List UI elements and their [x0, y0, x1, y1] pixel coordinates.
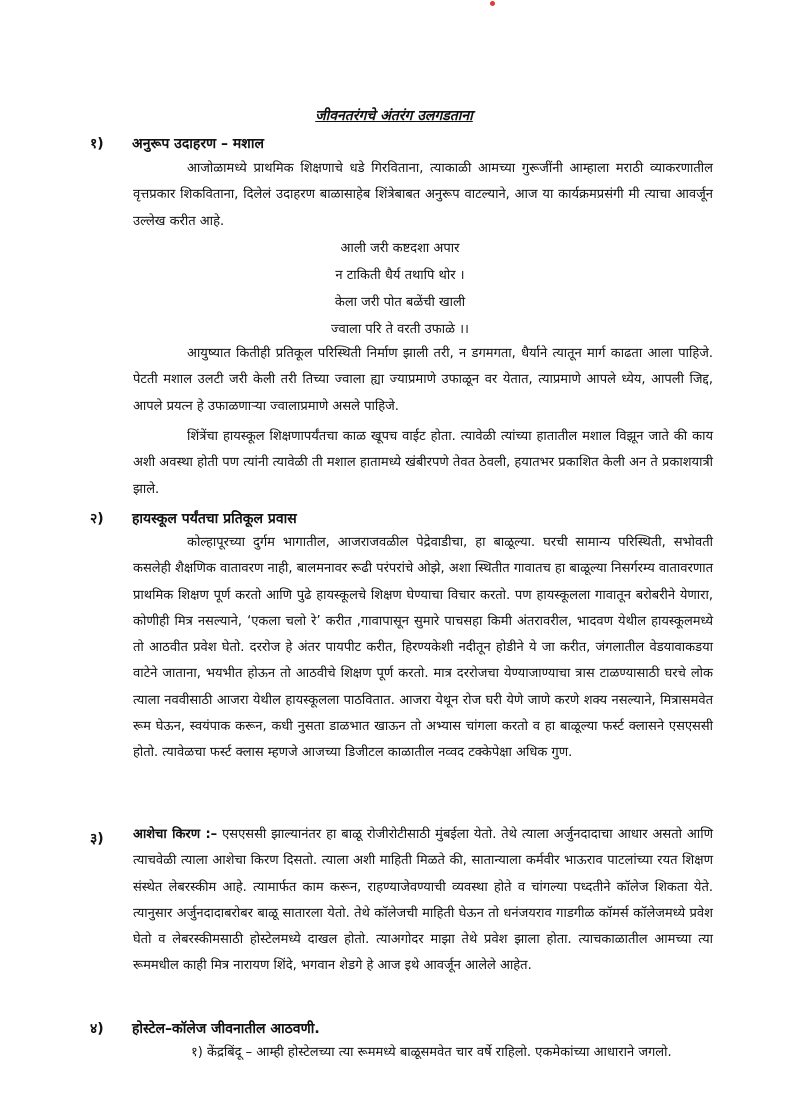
section-3-inline-heading: आशेचा किरण :–: [133, 827, 218, 842]
section-1-heading: [90, 134, 264, 153]
poem-line: आली जरी कष्टदशा अपार: [340, 241, 460, 256]
section-3-paragraph: [133, 822, 713, 980]
section-4-heading: [90, 1019, 320, 1038]
section-2-heading: [90, 509, 297, 528]
section-1-paragraph-2: आयुष्यात कितीही प्रतिकूल परिस्थिती निर्माण झाली तरी, न डगमगता, धैर्याने त्यातून मार्ग काढता आला पाहिजे. पेटती मशाल उलटी जरी केली तरी तिच्या ज्वाला ह्या ज्याप्रमाणे उफाळून वर येतात, त्याप्रमाणे आपले ध्येय, आपली जिद्द, आपले प्रयत्न हे उफाळणाऱ्या ज्वालाप्रमाणे असले पाहिजे.: [133, 346, 713, 414]
red-dot-mark: [490, 1, 495, 6]
section-number: २): [90, 511, 104, 527]
section-2-paragraph: कोल्हापूरच्या दुर्गम भागातील, आजराजवळील पेद्रेवाडीचा, हा बाळूल्या. घरची सामान्य परिस्थिती, सभोवती कसलेही शैक्षणिक वातावरण नाही, बालमनावर रूढी परंपरांचे ओझे, अशा स्थितीत गावातच हा बाळूल्या निसर्गरम्य वातावरणात प्राथमिक शिक्षण पूर्ण करतो आणि पुढे हायस्कूलचे शिक्षण घेण्याचा विचार करतो. पण हायस्कूलला गावातून बरोबरीने येणारा, कोणीही मित्र नसल्याने, ‘एकला चलो रे’ करीत ,गावापासून सुमारे पाचसहा किमी अंतरावरील, भादवण येथील हायस्कूलमध्ये तो आठवीत प्रवेश घेतो. दररोज हे अंतर पायपीट करीत, हिरण्यकेशी नदीतून होडीने ये जा करीत, जंगलातील वेडयावाकडया वाटेने जाताना, भयभीत होऊन तो आठवीचे शिक्षण पूर्ण करतो. मात्र दररोजचा येण्याजाण्याचा त्रास टाळण्यासाठी घरचे लोक त्याला नववीसाठी आजरा येथील हायस्कूलला पाठवितात. आजरा येथून रोज घरी येणे जाणे करणे शक्य नसल्याने, मित्रासमवेत रूम घेऊन, स्वयंपाक करून, कधी नुसता डाळभात खाऊन तो अभ्यास चांगला करतो व हा बाळूल्या फर्स्ट क्लासने एसएससी होतो. त्यावेळचा फर्स्ट क्लास म्हणजे आजच्या डिजीटल काळातील नव्वद टक्केपेक्षा अधिक गुण.: [133, 535, 713, 761]
section-title: अनुरूप उदाहरण – मशाल: [132, 136, 264, 152]
section-title: हायस्कूल पर्यंतचा प्रतिकूल प्रवास: [132, 511, 297, 527]
section-number: ४): [90, 1021, 104, 1037]
section-number: १): [90, 136, 104, 152]
section-4-subpoint: १) केंद्रबिंदू – आम्ही होस्टेलच्या त्या रूममध्ये बाळूसमवेत चार वर्षे राहिलो. एकमेकांच्या आधाराने जगलो.: [191, 1045, 672, 1060]
section-number: ३): [90, 831, 104, 847]
poem-verse: [290, 235, 510, 343]
poem-line: ज्वाला परि ते वरती उफाळे ।।: [331, 322, 469, 337]
section-1-paragraph-1: आजोळामध्ये प्राथमिक शिक्षणाचे धडे गिरविताना, त्याकाळी आमच्या गुरूजींनी आम्हाला मराठी व्याकरणातील वृत्तप्रकार शिकविताना, दिलेलं उदाहरण बाळासाहेब शिंत्रेबाबत अनुरूप वाटल्याने, आज या कार्यक्रमप्रसंगी मी त्याचा आवर्जून उल्लेख करीत आहे.: [133, 161, 713, 229]
document-title: जीवनतरंगचे अंतरंग उलगडताना: [315, 108, 473, 124]
poem-line: केला जरी पोत बळेंची खाली: [334, 295, 466, 310]
poem-line: न टाकिती धैर्य तथापि थोर ।: [335, 268, 465, 283]
section-1-paragraph-3: शिंत्रेंचा हायस्कूल शिक्षणापर्यंतचा काळ खूपच वाईट होता. त्यावेळी त्यांच्या हातातील मशाल विझून जाते की काय अशी अवस्था होती पण त्यांनी त्यावेळी ती मशाल हातामध्ये खंबीरपणे तेवत ठेवली, हयातभर प्रकाशित केली अन ते प्रकाशयात्री झाले.: [133, 429, 713, 497]
section-title: होस्टेल–कॉलेज जीवनातील आठवणी.: [132, 1021, 320, 1037]
section-3-text: एसएससी झाल्यानंतर हा बाळू रोजीरोटीसाठी मुंबईला येतो. तेथे त्याला अर्जुनदादाचा आधार असतो आणि त्याचवेळी त्याला आशेचा किरण दिसतो. त्याला अशी माहिती मिळते की, सातान्याला कर्मवीर भाऊराव पाटलांच्या रयत शिक्षण संस्थेत लेबरस्कीम आहे. त्यामार्फत काम करून, राहण्याजेवण्याची व्यवस्था होते व चांगल्या पध्दतीने कॉलेज शिकता येते. त्यानुसार अर्जुनदादाबरोबर बाळू सातारला येतो. तेथे कॉलेजची माहिती घेऊन तो धनंजयराव गाडगीळ कॉमर्स कॉलेजमध्ये प्रवेश घेतो व लेबरस्कीमसाठी होस्टेलमध्ये दाखल होतो. त्याअगोदर माझा तेथे प्रवेश झाला होता. त्याचकाळातील आमच्या त्या रूममधील काही मित्र नारायण शिंदे, भगवान शेडगे हे आज इथे आवर्जून आलेले आहेत.: [133, 827, 713, 974]
section-3-number: [90, 829, 132, 848]
